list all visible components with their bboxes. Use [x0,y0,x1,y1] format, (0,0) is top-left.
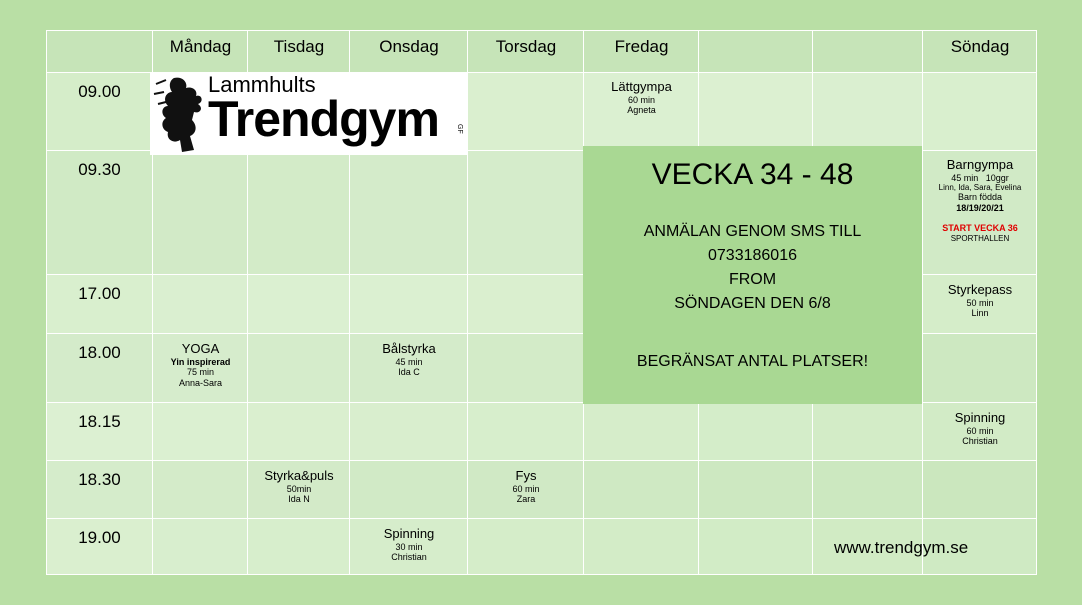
event-title: Fys [515,468,537,483]
logo-text-main: Trendgym [208,91,439,147]
event-instructor: Zara [516,494,536,505]
notice-line-1: ANMÄLAN GENOM SMS TILL [643,223,862,240]
event-duration: 50 min [966,297,994,308]
event-title: Barngympa [946,157,1014,172]
time-0930: 09.30 [78,160,121,179]
time-1800: 18.00 [78,343,121,362]
notice-title: VECKA 34 - 48 [651,158,854,191]
website-link[interactable]: www.trendgym.se [834,538,969,557]
event-title: YOGA [181,341,220,356]
trendgym-logo [150,72,467,155]
header-tuesday: Tisdag [273,37,325,56]
header-wednesday: Onsdag [379,37,439,56]
time-1815: 18.15 [78,412,121,431]
event-styrkapuls [248,469,350,505]
event-fys [468,469,584,505]
event-duration: 60 min [966,425,994,436]
event-duration: 75 min [186,367,214,378]
event-instructor: Linn [971,308,989,319]
time-0900: 09.00 [78,82,121,101]
header-friday: Fredag [614,37,669,56]
event-lattgympa [584,80,699,116]
event-instructor: Agneta [627,105,656,116]
event-yoga [153,342,248,388]
event-years: 18/19/20/21 [956,202,1004,213]
event-title: Spinning [383,526,435,541]
event-title: Bålstyrka [382,341,436,356]
time-1830: 18.30 [78,470,121,489]
event-title: Spinning [954,410,1006,425]
time-1900: 19.00 [78,528,121,547]
event-instructor: Anna-Sara [178,377,223,388]
event-title: Styrkepass [947,282,1013,297]
header-sunday: Söndag [950,37,1010,56]
notice-line-4: SÖNDAGEN DEN 6/8 [674,295,831,312]
event-duration: 45 min 10ggr [951,172,1009,183]
registration-notice [583,146,922,404]
event-note: Barn födda [957,192,1003,203]
event-start: START VECKA 36 [942,223,1018,234]
event-duration: 30 min [395,541,423,552]
event-subtitle: Yin inspirerad [170,356,231,367]
event-spinning-wednesday [350,527,468,563]
event-balstyrka [350,342,468,378]
notice-phone: 0733186016 [708,247,797,264]
event-instructor: Linn, Ida, Sara, Evelina [938,183,1022,193]
event-title: Lättgympa [611,79,672,94]
event-instructor: Christian [391,552,427,563]
event-duration: 50min [286,483,312,494]
dancer-silhouette-icon [152,74,212,154]
event-instructor: Ida N [288,494,310,505]
time-1700: 17.00 [78,284,121,303]
event-duration: 60 min [512,483,540,494]
event-duration: 60 min [627,94,655,105]
event-instructor: Christian [962,436,998,447]
logo-text-top: Lammhults [208,72,316,97]
event-duration: 45 min [395,356,423,367]
event-styrkepass [923,283,1037,319]
event-title: Styrka&puls [264,468,334,483]
logo-text-small: GF [456,124,463,134]
notice-line-3: FROM [728,271,777,288]
event-instructor: Ida C [398,367,420,378]
event-place: SPORTHALLEN [950,233,1010,243]
event-barngympa [923,158,1037,243]
header-thursday: Torsdag [495,37,557,56]
notice-line-5: BEGRÄNSAT ANTAL PLATSER! [636,353,869,370]
header-monday: Måndag [169,37,232,56]
event-spinning-sunday [923,411,1037,447]
